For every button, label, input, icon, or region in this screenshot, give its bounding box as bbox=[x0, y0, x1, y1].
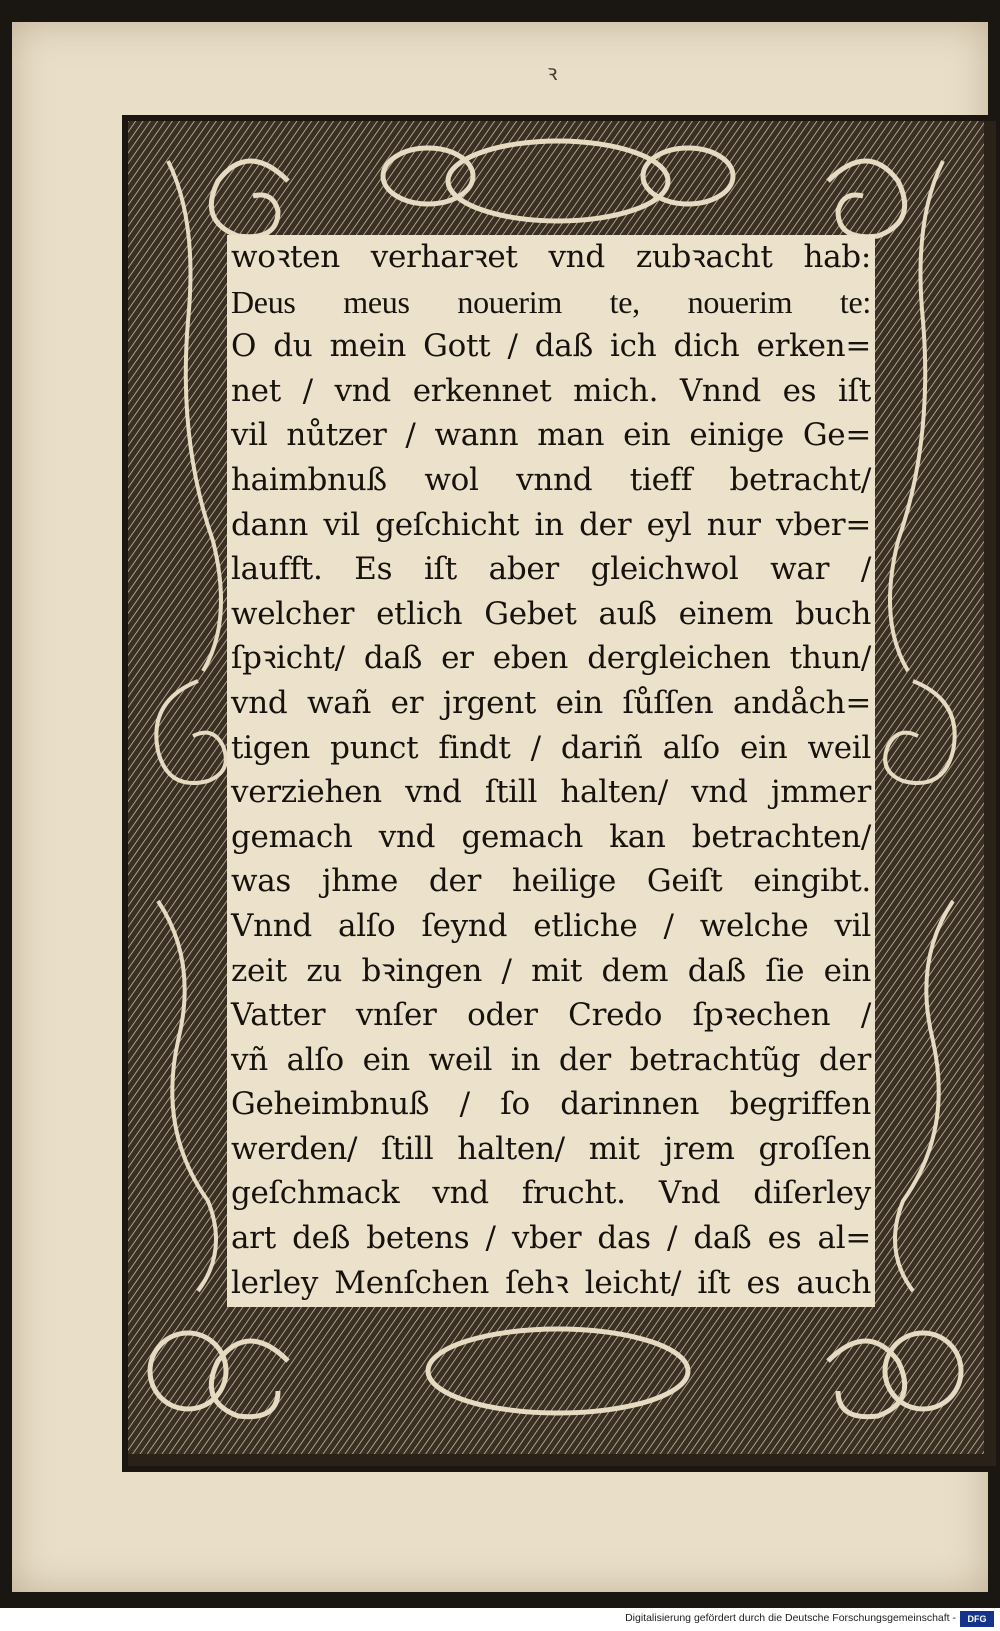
text-line: welcher etlich Gebet auß einem buch bbox=[231, 595, 871, 632]
text-line: was jhme der heilige Geiſt eingibt. bbox=[231, 863, 871, 900]
text-line: geſchmack vnd frucht. Vnd diſerley bbox=[231, 1175, 871, 1212]
text-line: woꝛten verharꝛet vnd zubꝛacht hab: bbox=[231, 239, 871, 275]
text-line: werden/ ſtill halten/ mit jrem groſſen bbox=[231, 1130, 871, 1167]
text-line: net / vnd erkennet mich. Vnnd es iſt bbox=[231, 372, 871, 409]
text-line: gemach vnd gemach kan betrachten/ bbox=[231, 818, 871, 855]
text-line: Deus meus nouerim te, nouerim te: bbox=[231, 283, 871, 320]
digitization-footer bbox=[0, 1608, 1000, 1631]
text-line: tigen punct findt / dariñ alſo ein weil bbox=[231, 729, 871, 766]
text-line: Geheimbnuß / ſo darinnen begriffen bbox=[231, 1086, 871, 1123]
text-line: ſpꝛicht/ daß er eben dergleichen thun/ bbox=[231, 640, 871, 677]
text-line: vnd wañ er jrgent ein ſůſſen andåch= bbox=[231, 684, 871, 721]
text-line: art deß betens / vber das / daß es al= bbox=[231, 1220, 871, 1257]
text-line: dann vil geſchicht in der eyl nur vber= bbox=[231, 506, 871, 543]
dfg-logo: DFG bbox=[960, 1611, 994, 1627]
text-line: verziehen vnd ſtill halten/ vnd jmmer bbox=[231, 774, 871, 811]
text-line: vil nůtzer / wann man ein einige Ge= bbox=[231, 417, 871, 454]
text-line: vñ alſo ein weil in der betrachtũg der bbox=[231, 1041, 871, 1078]
text-line: Vatter vnſer oder Credo ſpꝛechen / bbox=[231, 997, 871, 1034]
folio-mark: ꝛ bbox=[547, 61, 558, 86]
text-line: zeit zu bꝛingen / mit dem daß ſie ein bbox=[231, 952, 871, 989]
text-line: lerley Menſchen ſehꝛ leicht/ iſt es auch bbox=[231, 1264, 871, 1301]
body-text bbox=[227, 235, 875, 1307]
funding-credit: Digitalisierung gefördert durch die Deutsche Forschungsgemeinschaft - bbox=[625, 1612, 956, 1624]
text-line: haimbnuß wol vnnd tieff betracht/ bbox=[231, 461, 871, 498]
text-line: laufft. Es iſt aber gleichwol war / bbox=[231, 551, 871, 588]
text-line: Vnnd alſo ſeynd etliche / welche vil bbox=[231, 907, 871, 944]
text-line: O du mein Gott / daß ich dich erken= bbox=[231, 328, 871, 365]
book-page bbox=[12, 22, 988, 1592]
